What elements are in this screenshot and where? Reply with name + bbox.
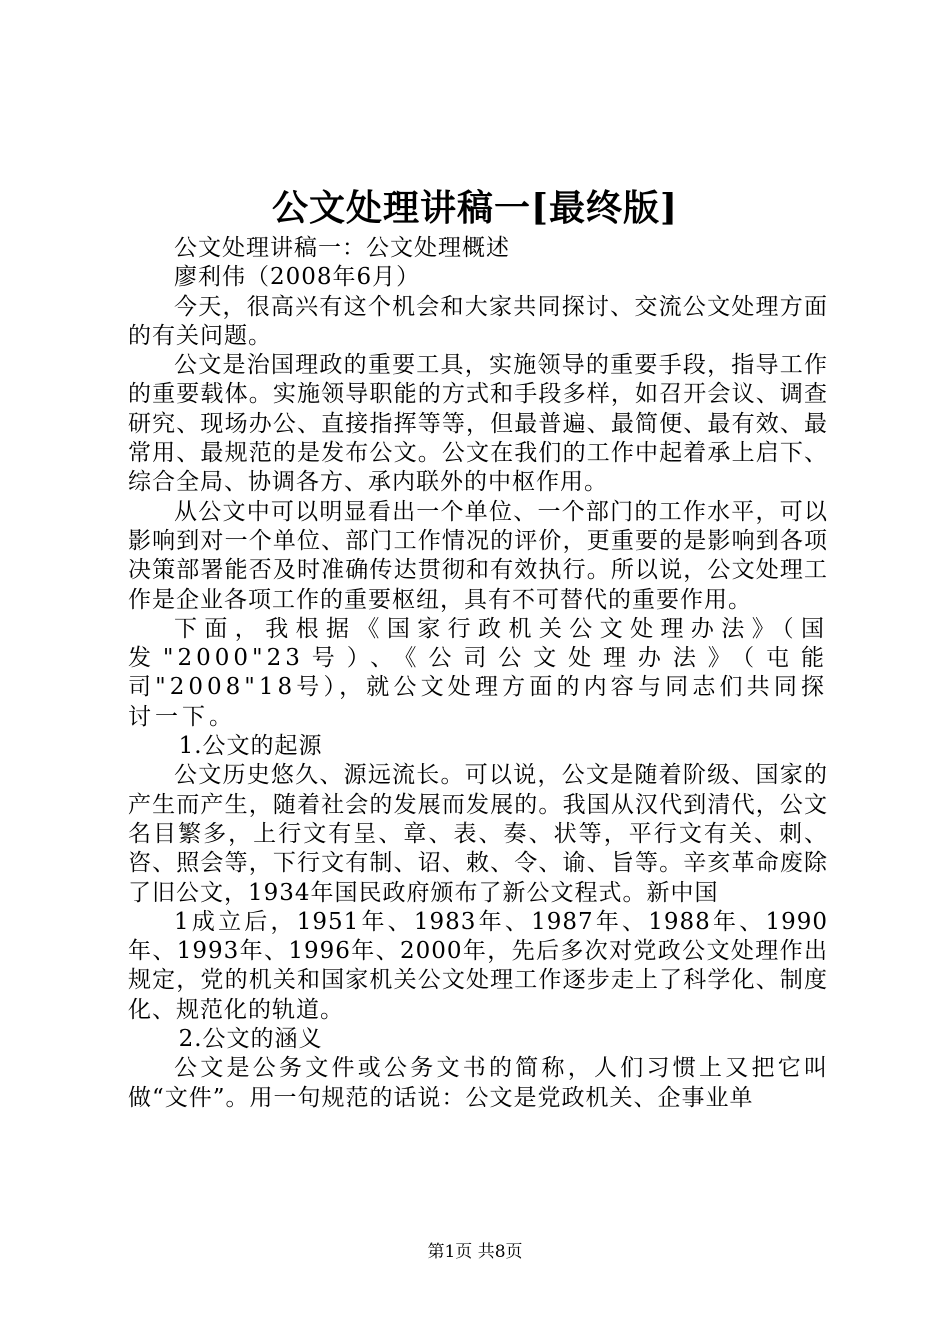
paragraph-origin: 公文历史悠久、源远流长。可以说，公文是随着阶级、国家的产生而产生，随着社会的发展而发展的。我国从汉代到清代，公文名目繁多，上行文有呈、章、表、奏、状等，平行文有关、刺、咨、照会等，下行文有制、诏、敕、令、谕、旨等。辛亥革命废除了旧公文，1934年国民政府颁布了新公文程式。新中国 (128, 762, 828, 906)
section-heading-meaning: 2.公文的涵义 (178, 1026, 323, 1053)
document-body (128, 234, 828, 1113)
paragraph-evaluation: 从公文中可以明显看出一个单位、一个部门的工作水平，可以影响到对一个单位、部门工作情况的评价，更重要的是影响到各项决策部署能否及时准确传达贯彻和有效执行。所以说，公文处理工作是企业各项工作的重要枢纽，具有不可替代的重要作用。 (128, 498, 828, 613)
section-heading-origin: 1.公文的起源 (178, 733, 323, 760)
author-line: 廖利伟（2008年6月） (174, 264, 421, 291)
paragraph-basis: 下面，我根据《国家行政机关公文处理办法》（国发"2000"23号）、《公司公文处理办法》（屯能司"2008"18号），就公文处理方面的内容与同志们共同探讨一下。 (128, 615, 828, 730)
page-footer: 第1页 共8页 (427, 1242, 523, 1262)
paragraph-meaning: 公文是公务文件或公务文书的简称，人们习惯上又把它叫做“文件”。用一句规范的话说：公文是党政机关、企事业单 (128, 1055, 828, 1111)
subtitle-line: 公文处理讲稿一：公文处理概述 (174, 235, 510, 261)
paragraph-history: 1成立后，1951年、1983年、1987年、1988年、1990年、1993年、1996年、2000年，先后多次对党政公文处理作出规定，党的机关和国家机关公文处理工作逐步走上了科学化、制度化、规范化的轨道。 (128, 908, 828, 1023)
paragraph-importance: 公文是治国理政的重要工具，实施领导的重要手段，指导工作的重要载体。实施领导职能的方式和手段多样，如召开会议、调查研究、现场办公、直接指挥等等，但最普遍、最简便、最有效、最常用、最规范的是发布公文。公文在我们的工作中起着承上启下、综合全局、协调各方、承内联外的中枢作用。 (128, 352, 828, 496)
document-title: 公文处理讲稿一[最终版] (271, 187, 679, 229)
paragraph-intro: 今天，很高兴有这个机会和大家共同探讨、交流公文处理方面的有关问题。 (128, 293, 828, 349)
